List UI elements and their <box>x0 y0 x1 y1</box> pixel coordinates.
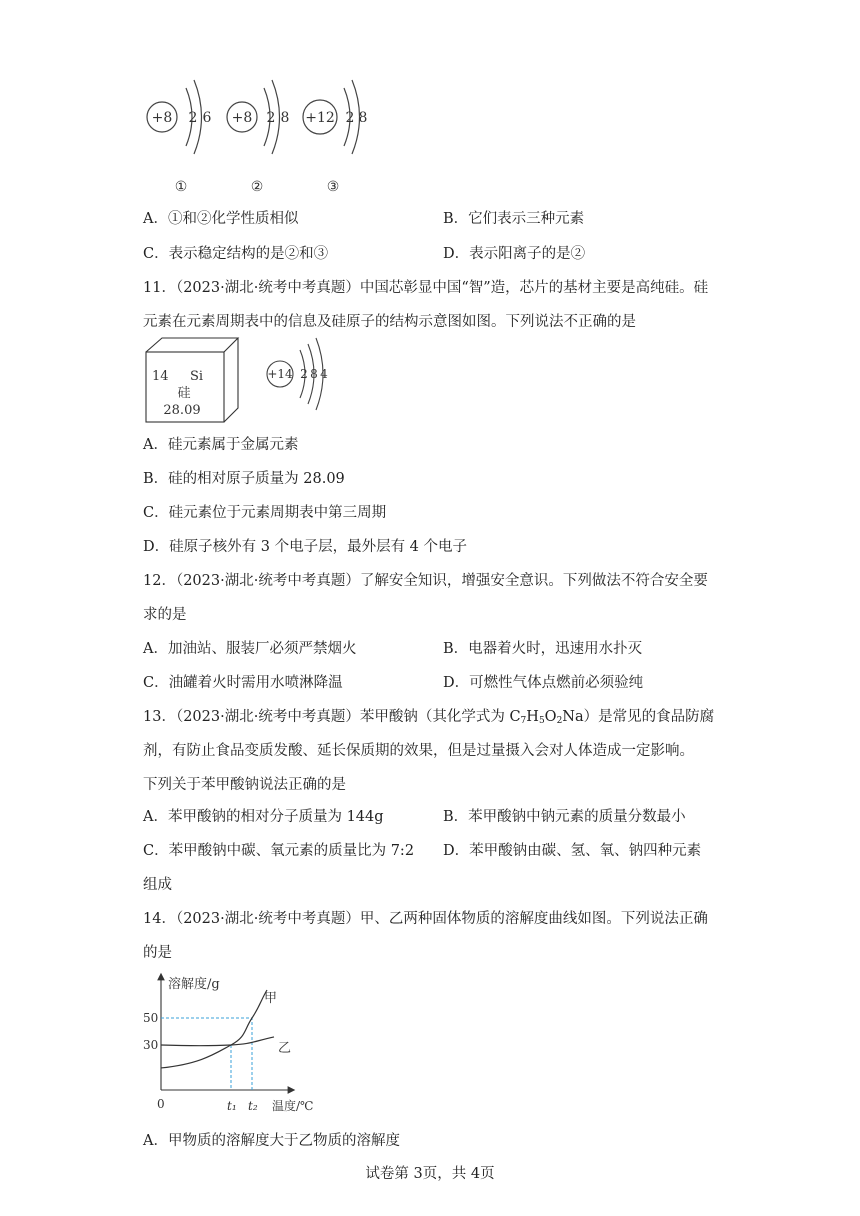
si-shell1: 2 <box>300 367 308 381</box>
guide-50-t2 <box>161 1018 252 1090</box>
atom3-shell1: 2 <box>345 110 355 126</box>
q13-option-b: B．苯甲酸钠中钠元素的质量分数最小 <box>443 809 686 825</box>
atom-diagrams <box>140 74 380 204</box>
q11-option-d: D．硅原子核外有 3 个电子层，最外层有 4 个电子 <box>143 539 468 555</box>
q12-stem-line2: 求的是 <box>143 607 187 623</box>
atom2-shell2: 8 <box>280 110 290 126</box>
q11-option-a: A．硅元素属于金属元素 <box>143 437 299 453</box>
q13-option-d-cont: 组成 <box>143 877 172 893</box>
y-tick-50: 50 <box>143 1011 159 1025</box>
atom1-label: ① <box>174 179 188 195</box>
q10-option-d: D．表示阳离子的是② <box>443 246 586 262</box>
q13-option-a: A．苯甲酸钠的相对分子质量为 144g <box>143 809 384 825</box>
q10-option-a: A．①和②化学性质相似 <box>143 211 299 227</box>
q11-stem-line2: 元素在元素周期表中的信息及硅原子的结构示意图如图。下列说法不正确的是 <box>143 314 636 330</box>
q13-stem-line1 <box>143 705 714 726</box>
q13-formula: $C_7H_5O_2Na$ <box>509 709 584 726</box>
q13-stem-post: ）是常见的食品防腐 <box>583 709 715 725</box>
si-symbol: Si <box>190 369 204 384</box>
si-name: 硅 <box>177 386 191 401</box>
q12-option-c: C．油罐着火时需用水喷淋降温 <box>143 675 343 691</box>
series-jia-label: 甲 <box>264 991 278 1006</box>
q11-option-c: C．硅元素位于元素周期表中第三周期 <box>143 505 387 521</box>
x-tick-t2: t₂ <box>248 1099 258 1113</box>
si-shell2: 8 <box>310 367 318 381</box>
q12-option-b: B．电器着火时，迅速用水扑灭 <box>443 641 643 657</box>
q12-stem-line1: 12．（2023·湖北·统考中考真题）了解安全知识，增强安全意识。下列做法不符合安全要 <box>143 573 708 589</box>
q12-option-a: A．加油站、服装厂必须严禁烟火 <box>143 641 357 657</box>
atom2-label: ② <box>250 179 264 195</box>
q11-stem-line1: 11．（2023·湖北·统考中考真题）中国芯彰显中国“智”造，芯片的基材主要是高纯硅。硅 <box>143 280 709 296</box>
origin-label: 0 <box>157 1097 165 1111</box>
q12-option-d: D．可燃性气体点燃前必须验纯 <box>443 675 644 691</box>
q11-option-b: B．硅的相对原子质量为 28.09 <box>143 471 345 487</box>
q13-stem-pre: 13．（2023·湖北·统考中考真题）苯甲酸钠（其化学式为 <box>143 709 510 725</box>
x-axis-label: 温度/℃ <box>272 1099 314 1113</box>
si-shell3: 4 <box>320 367 328 381</box>
q10-option-b: B．它们表示三种元素 <box>443 211 585 227</box>
q13-stem-line2: 剂，有防止食品变质发酸、延长保质期的效果，但是过量摄入会对人体造成一定影响。 <box>143 743 694 759</box>
atom2-nucleus: +8 <box>231 110 253 126</box>
q13-stem-line3: 下列关于苯甲酸钠说法正确的是 <box>143 777 346 793</box>
si-nucleus: +14 <box>267 367 293 381</box>
si-atom-diagram <box>264 336 354 416</box>
x-tick-t1: t₁ <box>227 1099 237 1113</box>
si-atomic-mass: 28.09 <box>163 403 201 418</box>
si-periodic-cell <box>140 336 245 426</box>
atom2-shell1: 2 <box>266 110 276 126</box>
q14-stem-line2: 的是 <box>143 945 172 961</box>
atom1-shell1: 2 <box>188 110 198 126</box>
atom1-nucleus: +8 <box>151 110 173 126</box>
solubility-chart <box>140 968 340 1120</box>
si-atomic-number: 14 <box>152 369 169 384</box>
q13-option-d: D．苯甲酸钠由碳、氢、氧、钠四种元素 <box>443 843 702 859</box>
series-yi-label: 乙 <box>278 1041 292 1056</box>
series-yi-line <box>161 1037 274 1046</box>
q14-option-a: A．甲物质的溶解度大于乙物质的溶解度 <box>143 1133 400 1149</box>
q10-option-c: C．表示稳定结构的是②和③ <box>143 246 329 262</box>
atom3-shell2: 8 <box>358 110 368 126</box>
page-footer: 试卷第 3页，共 4页 <box>365 1166 495 1182</box>
y-tick-30: 30 <box>143 1038 159 1052</box>
atom1-shell2: 6 <box>202 110 212 126</box>
y-axis-label: 溶解度/g <box>168 977 220 992</box>
atom3-nucleus: +12 <box>305 110 335 126</box>
q13-option-c: C．苯甲酸钠中碳、氧元素的质量比为 7:2 <box>143 843 415 859</box>
atom3-label: ③ <box>326 179 340 195</box>
series-jia-line <box>161 990 267 1068</box>
q14-stem-line1: 14．（2023·湖北·统考中考真题）甲、乙两种固体物质的溶解度曲线如图。下列说法正确 <box>143 911 708 927</box>
